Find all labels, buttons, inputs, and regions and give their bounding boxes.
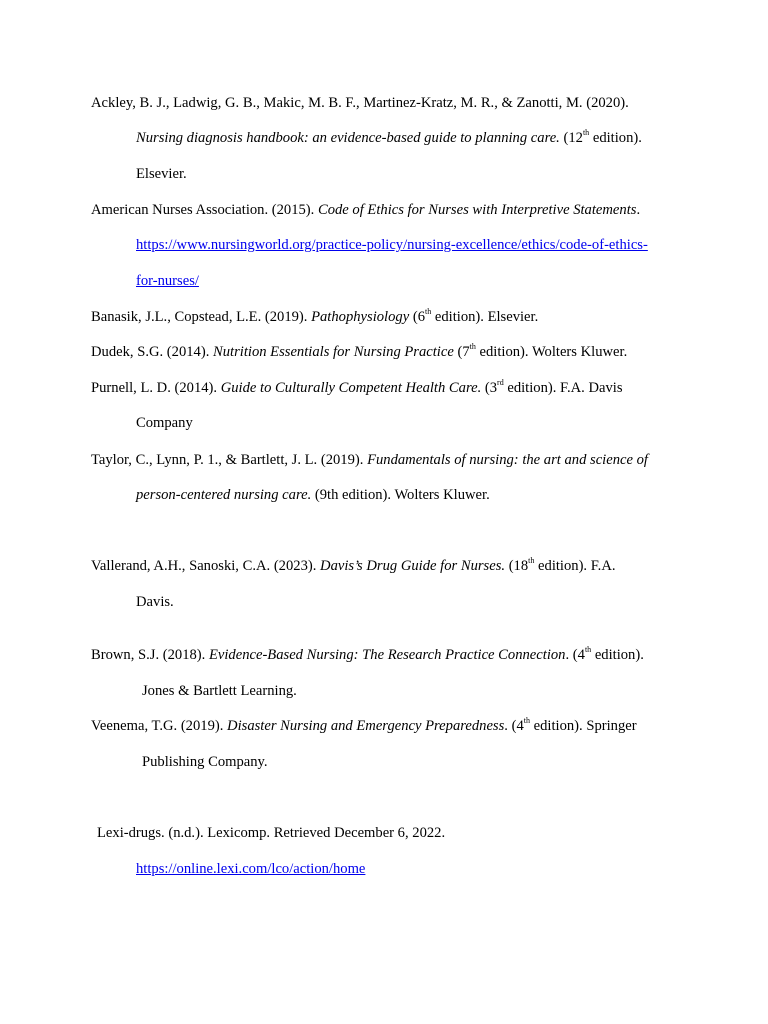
- edition-superscript: th: [469, 342, 476, 352]
- reference-authors: Taylor, C., Lynn, P. 1., & Bartlett, J. L. (2019).: [91, 452, 368, 468]
- reference-line: [142, 682, 297, 700]
- reference-publisher: Davis.: [136, 594, 174, 610]
- reference-line: [91, 201, 640, 219]
- reference-line: [136, 236, 648, 254]
- edition-superscript: th: [582, 128, 590, 138]
- reference-title: Disaster Nursing and Emergency Preparedness: [227, 718, 505, 734]
- reference-edition: (6: [409, 309, 425, 325]
- reference-edition: . (4: [504, 718, 524, 734]
- reference-edition-suffix: edition). F.A. Davis: [503, 380, 623, 396]
- reference-authors: Dudek, S.G. (2014).: [91, 344, 214, 360]
- reference-url-link-continued[interactable]: for-nurses/: [136, 273, 199, 289]
- edition-superscript: rd: [497, 378, 504, 388]
- reference-line: [91, 343, 627, 361]
- reference-edition: (7: [453, 344, 470, 360]
- reference-authors: Vallerand, A.H., Sanoski, C.A. (2023).: [91, 558, 321, 574]
- reference-url-link[interactable]: https://www.nursingworld.org/practice-policy/nursing-excellence/ethics/code-of-ethics-: [136, 237, 648, 253]
- reference-publisher: Jones & Bartlett Learning.: [142, 683, 297, 699]
- reference-line: [97, 824, 445, 842]
- reference-authors: Veenema, T.G. (2019).: [91, 718, 228, 734]
- edition-superscript: th: [523, 716, 530, 726]
- reference-edition: (12: [559, 130, 583, 146]
- reference-line: [91, 646, 644, 664]
- reference-edition: (18: [505, 558, 529, 574]
- reference-authors: Lexi-drugs. (n.d.). Lexicomp. Retrieved December 6, 2022.: [97, 825, 446, 841]
- reference-line: [136, 414, 193, 432]
- reference-title: Code of Ethics for Nurses with Interpretive Statements: [317, 202, 637, 218]
- reference-line: [136, 860, 365, 878]
- reference-line: [142, 753, 268, 771]
- reference-publisher: Company: [136, 415, 193, 431]
- reference-publisher: Publishing Company.: [142, 754, 268, 770]
- reference-line: [91, 308, 538, 326]
- reference-publisher: Elsevier.: [136, 166, 187, 182]
- reference-edition-suffix: edition). Elsevier.: [431, 309, 539, 325]
- reference-line: [91, 557, 616, 575]
- reference-line: [136, 129, 642, 147]
- reference-title: Nursing diagnosis handbook: an evidence-based guide to planning care.: [136, 130, 560, 146]
- edition-superscript: th: [584, 645, 592, 655]
- reference-edition-suffix: edition).: [589, 130, 642, 146]
- reference-authors: Ackley, B. J., Ladwig, G. B., Makic, M. B. F., Martinez-Kratz, M. R., & Zanotti, M. (2020).: [91, 95, 629, 111]
- reference-line: [91, 94, 629, 112]
- reference-line: [136, 593, 174, 611]
- reference-title: Davis’s Drug Guide for Nurses.: [320, 558, 506, 574]
- reference-edition-suffix: edition).: [591, 647, 644, 663]
- reference-url-link[interactable]: https://online.lexi.com/lco/action/home: [136, 861, 366, 877]
- reference-title: Fundamentals of nursing: the art and science of: [367, 452, 648, 468]
- reference-authors: Purnell, L. D. (2014).: [91, 380, 221, 396]
- reference-title: Evidence-Based Nursing: The Research Practice Connection: [208, 647, 566, 663]
- edition-superscript: th: [528, 556, 535, 566]
- reference-title-continued: person-centered nursing care.: [136, 487, 312, 503]
- reference-line: [91, 379, 623, 397]
- reference-edition-suffix: edition). F.A.: [534, 558, 616, 574]
- reference-punctuation: .: [636, 202, 641, 218]
- reference-line: [136, 486, 490, 504]
- reference-edition-publisher: (9th edition). Wolters Kluwer.: [311, 487, 490, 503]
- reference-edition: . (4: [565, 647, 585, 663]
- reference-authors: Brown, S.J. (2018).: [91, 647, 209, 663]
- reference-edition: (3: [481, 380, 498, 396]
- reference-edition-suffix: edition). Springer: [530, 718, 637, 734]
- reference-title: Nutrition Essentials for Nursing Practice: [213, 344, 454, 360]
- reference-edition-suffix: edition). Wolters Kluwer.: [475, 344, 628, 360]
- reference-authors: American Nurses Association. (2015).: [91, 202, 318, 218]
- reference-line: [136, 272, 199, 290]
- reference-authors: Banasik, J.L., Copstead, L.E. (2019).: [91, 309, 312, 325]
- reference-line: [91, 717, 637, 735]
- reference-line: [91, 451, 648, 469]
- reference-line: [136, 165, 187, 183]
- reference-title: Guide to Culturally Competent Health Care.: [220, 380, 482, 396]
- edition-superscript: th: [425, 307, 432, 317]
- reference-title: Pathophysiology: [311, 309, 410, 325]
